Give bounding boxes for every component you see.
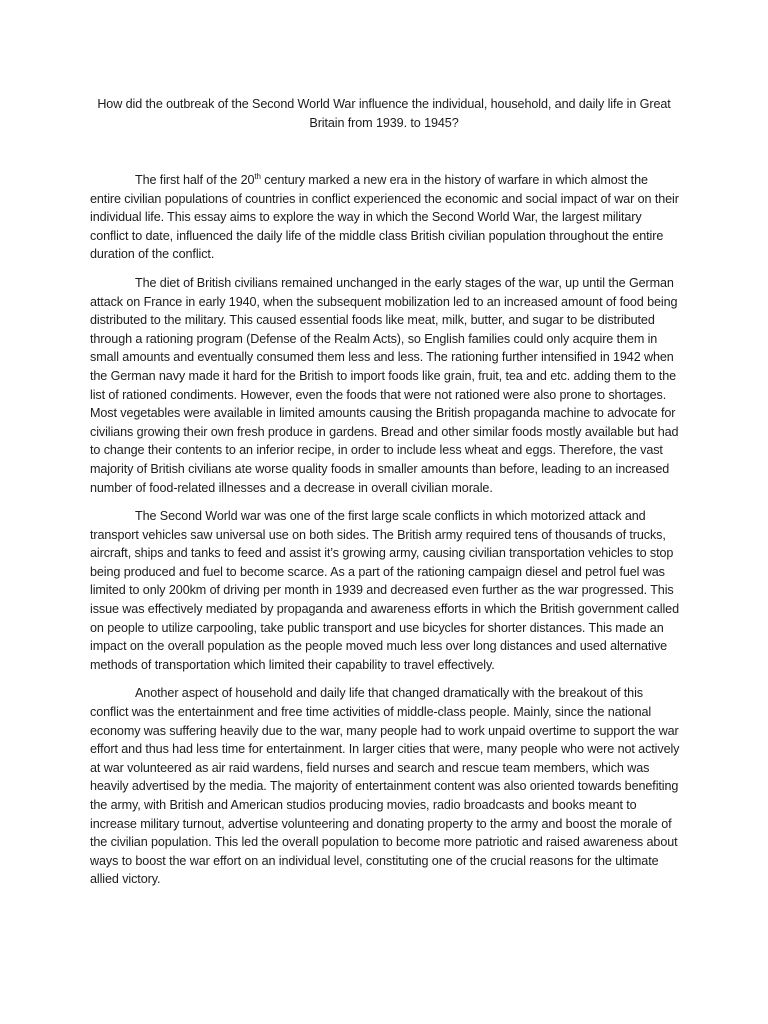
document-title: How did the outbreak of the Second World War influence the individual, household, and daily life in Great Britain from 1939. to 1945? [97,97,671,130]
ordinal-superscript: th [254,171,261,181]
document-body [90,171,680,899]
paragraph-diet: The diet of British civilians remained unchanged in the early stages of the war, up until the German attack on France in early 1940, when the subsequent mobilization led to an increased amount of food being distributed to the military. This caused essential foods like meat, milk, butter, and sugar to be distributed through a rationing program (Defense of the Realm Acts), so English families could only acquire them in small amounts and eventually consumed them less and less. The rationing further intensified in 1942 when the German navy made it hard for the British to import foods like grain, fruit, tea and etc. adding them to the list of rationed condiments. However, even the foods that were not rationed were also prone to shortages. Most vegetables were available in limited amounts causing the British propaganda machine to advocate for civilians growing their own fresh produce in gardens. Bread and other similar foods mostly available but had to change their contents to an inferior recipe, in order to include less wheat and eggs. Therefore, the vast majority of British civilians ate worse quality foods in smaller amounts than before, leading to an increased number of food-related illnesses and a decrease in overall civilian morale. [90,275,679,495]
paragraph-introduction [90,171,680,264]
paragraph-introduction-text-start: The first half of the 20 [135,173,255,187]
paragraph-introduction-text-end: century marked a new era in the history of warfare in which almost the entire civilian populations of countries in conflict experienced the economic and social impact of war on their individual life. This essay aims to explore the way in which the Second World War, the largest military conflict to date, influenced the daily life of the middle class British civilian population throughout the entire duration of the conflict. [90,173,679,262]
paragraph-entertainment: Another aspect of household and daily life that changed dramatically with the breakout of this conflict was the entertainment and free time activities of middle-class people. Mainly, since the national economy was suffering heavily due to the war, many people had to work unpaid overtime to support the war effort and thus had less time for entertainment. In larger cities that were, many people who were not actively at war volunteered as air raid wardens, field nurses and search and rescue team members, which was heavily advertised by the media. The majority of entertainment content was also oriented towards benefiting the army, with British and American studios producing movies, radio broadcasts and books meant to increase military turnout, advertise volunteering and donating property to the army and boost the morale of the civilian population. This led the overall population to become more patriotic and raised awareness about ways to boost the war effort on an individual level, constituting one of the crucial reasons for the ultimate allied victory. [90,686,680,887]
paragraph-transport: The Second World war was one of the first large scale conflicts in which motorized attack and transport vehicles saw universal use on both sides. The British army required tens of thousands of trucks, aircraft, ships and tanks to feed and assist it’s growing army, causing civilian transportation vehicles to stop being produced and fuel to become scarce. As a part of the rationing campaign diesel and petrol fuel was limited to only 200km of driving per month in 1939 and decreased even further as the war progressed. This issue was effectively mediated by propaganda and awareness efforts in which the British government called on people to utilize carpooling, take public transport and use bicycles for shorter distances. This made an impact on the overall population as the people moved much less over long distances and used alternative methods of transportation which limited their capability to travel effectively. [90,509,679,672]
